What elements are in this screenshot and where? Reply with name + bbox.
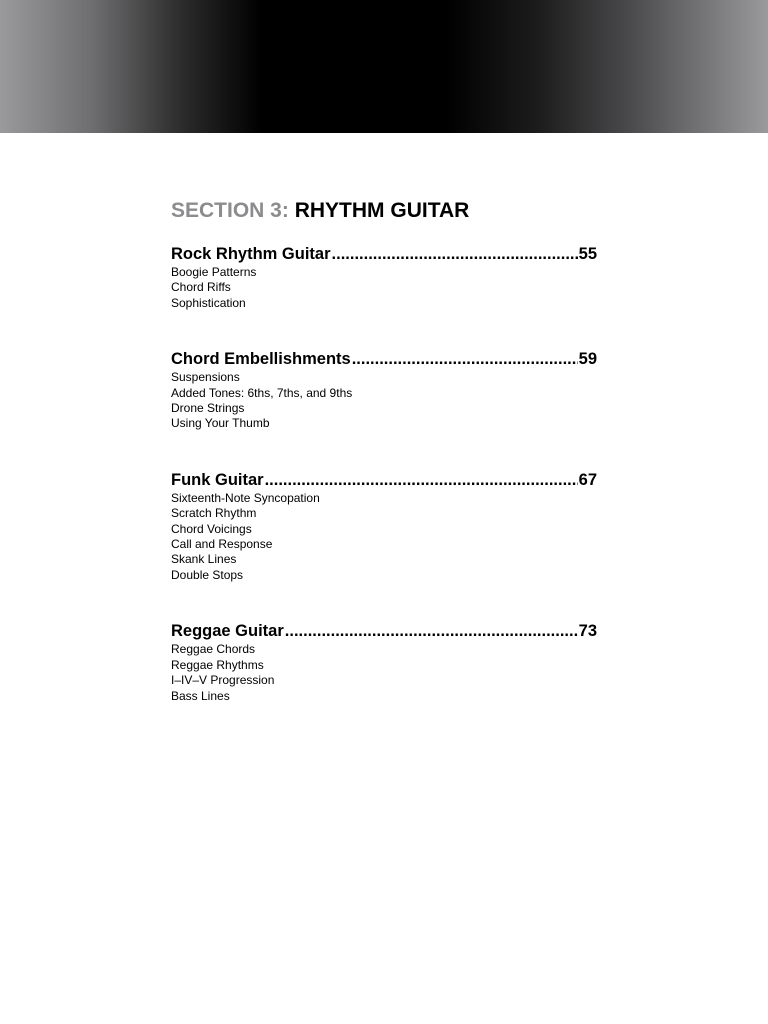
toc-subtopic: Chord Voicings <box>171 521 252 536</box>
section-name: RHYTHM GUITAR <box>294 199 470 222</box>
toc-subtopic: I–IV–V Progression <box>171 673 275 688</box>
toc-subtopic: Scratch Rhythm <box>171 506 257 521</box>
toc-entry-title: Reggae Guitar <box>171 622 284 641</box>
toc-entry-heading[interactable] <box>171 348 597 370</box>
toc-subtopic: Drone Strings <box>171 401 245 416</box>
toc-dot-leader <box>352 348 578 370</box>
toc-entry-heading[interactable] <box>171 243 597 265</box>
toc-subtopic: Boogie Patterns <box>171 265 257 279</box>
toc-subtopic: Double Stops <box>171 567 244 582</box>
toc-subtopic-list <box>171 642 597 704</box>
toc-page-number: 67 <box>578 470 597 489</box>
toc-subtopic: Reggae Rhythms <box>171 657 264 672</box>
toc-dot-leader <box>332 243 578 265</box>
toc-page-number: 59 <box>578 350 597 369</box>
toc-dot-leader <box>265 469 578 491</box>
toc-entry-heading[interactable] <box>171 620 597 642</box>
toc-subtopic: Reggae Chords <box>171 642 256 657</box>
section-title <box>171 197 597 225</box>
toc-subtopic: Call and Response <box>171 537 273 552</box>
toc-subtopic: Bass Lines <box>171 688 230 703</box>
toc-entry-title: Chord Embellishments <box>171 350 351 369</box>
toc-subtopic: Suspensions <box>171 370 240 385</box>
toc-entry-chord-embellishments <box>171 348 597 432</box>
toc-entry-reggae-guitar <box>171 620 597 704</box>
toc-subtopic: Sixteenth-Note Syncopation <box>171 490 320 505</box>
toc-entry-heading[interactable] <box>171 469 597 491</box>
toc-entry-rock-rhythm-guitar <box>171 243 597 311</box>
toc-subtopic: Skank Lines <box>171 552 237 567</box>
toc-subtopic-list <box>171 370 597 432</box>
toc-subtopic: Chord Riffs <box>171 280 231 295</box>
toc-subtopic: Using Your Thumb <box>171 416 270 431</box>
toc-subtopic: Sophistication <box>171 295 246 310</box>
table-of-contents <box>171 197 597 741</box>
toc-entry-title: Funk Guitar <box>171 470 264 489</box>
toc-dot-leader <box>285 620 578 642</box>
toc-entry-title: Rock Rhythm Guitar <box>171 245 331 263</box>
toc-subtopic-list <box>171 265 597 311</box>
toc-page-number: 55 <box>578 245 597 263</box>
section-number: SECTION 3: <box>171 199 289 222</box>
header-gradient-band <box>0 0 768 133</box>
toc-subtopic: Added Tones: 6ths, 7ths, and 9ths <box>171 385 353 400</box>
toc-page-number: 73 <box>578 622 597 641</box>
toc-entry-funk-guitar <box>171 469 597 583</box>
toc-subtopic-list <box>171 491 597 583</box>
